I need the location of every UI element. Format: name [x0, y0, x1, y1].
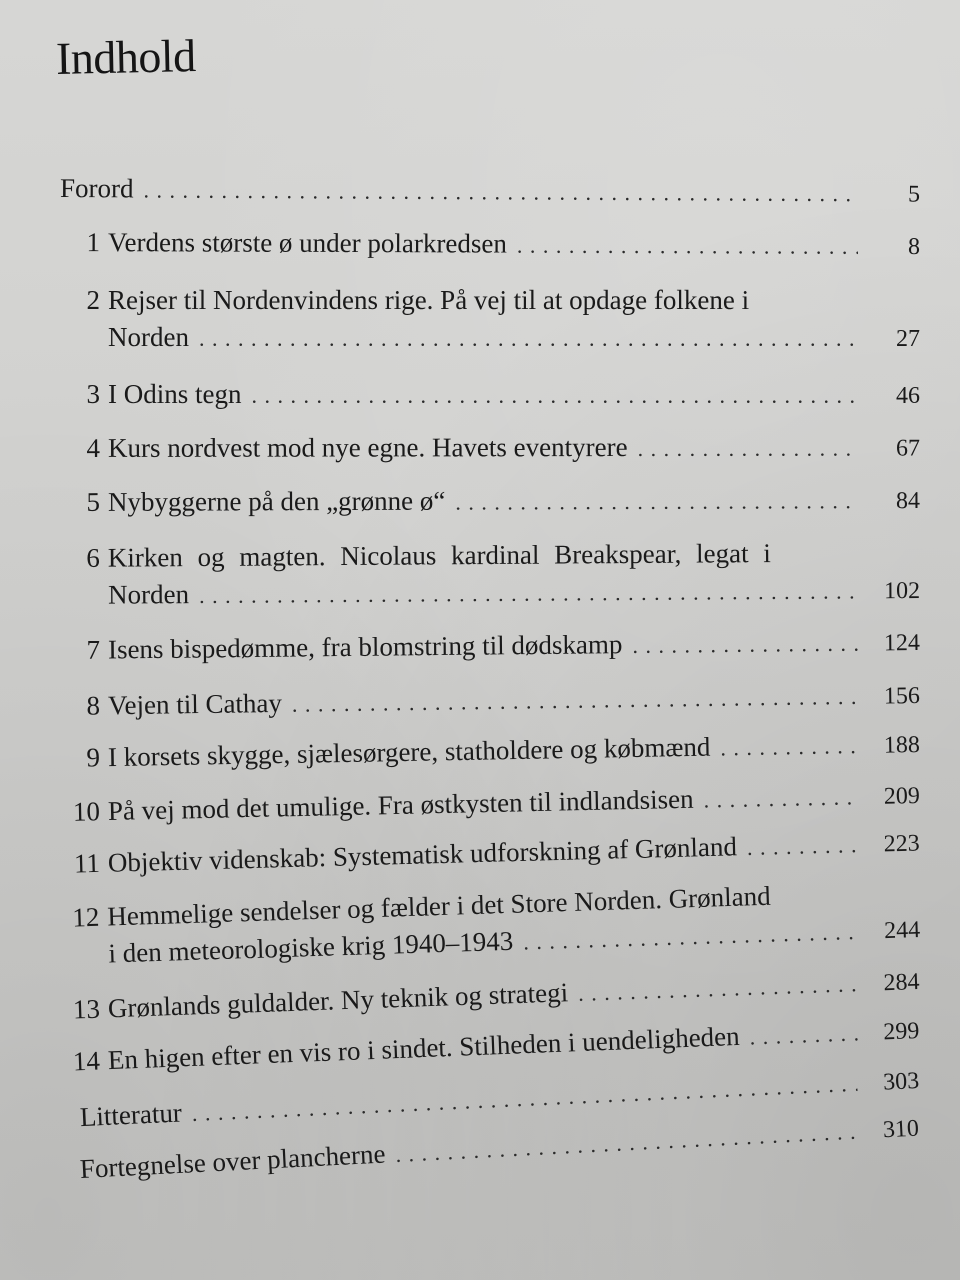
toc-entry-4[interactable]	[60, 428, 920, 469]
toc-entry-10[interactable]	[60, 776, 921, 833]
toc-entry-number: 9	[86, 742, 101, 773]
toc-entry-title-line-1: Rejser til Nordenvindens rige. På vej til at opdage folkene i	[108, 285, 750, 315]
dot-leader	[292, 678, 858, 723]
toc-entry-number: 12	[71, 901, 100, 933]
dot-leader	[746, 826, 858, 866]
toc-entry-title: Litteratur	[79, 1097, 183, 1133]
toc-entry-page: 310	[882, 1115, 920, 1144]
toc-entry-2[interactable]	[60, 282, 920, 358]
toc-entry-5[interactable]	[60, 481, 920, 523]
toc-entry-page: 188	[883, 731, 921, 759]
toc-entry-title: I Odins tegn	[108, 379, 242, 409]
toc-entry-page: 67	[895, 435, 921, 462]
toc-entry-number: 13	[72, 993, 101, 1025]
toc-entry-title: Nybyggerne på den „grønne ø“	[107, 485, 446, 517]
toc-entry-7[interactable]	[60, 623, 920, 671]
toc-entry-page: 156	[883, 682, 921, 710]
dot-leader	[199, 572, 858, 614]
toc-entry-title: På vej mod det umulige. Fra østkysten til indlandsisen	[107, 783, 694, 826]
toc-entry-title-line-2: i den meteorologiske krig 1940–1943	[108, 925, 514, 969]
toc-entry-number: 7	[86, 634, 101, 665]
toc-entry-title-line-1: Kirken og magten. Nicolaus kardinal Breakspear, legat i	[107, 538, 771, 573]
toc-entry-11[interactable]	[59, 823, 920, 884]
toc-entry-3[interactable]	[60, 376, 920, 415]
toc-entry-title: Verdens største ø under polarkredsen	[107, 227, 507, 259]
toc-entry-title-line-2: Norden	[108, 322, 189, 352]
toc-entry-page: 209	[883, 782, 921, 810]
toc-entry-number: 10	[72, 796, 101, 827]
toc-entry-8[interactable]	[60, 676, 920, 727]
toc-entry-page: 223	[883, 830, 921, 858]
toc-entry-number: 8	[86, 690, 101, 721]
toc-entry-number: 6	[86, 542, 100, 573]
toc-entry-page: 244	[883, 916, 921, 945]
toc-entry-6[interactable]	[60, 534, 921, 616]
toc-entry-12[interactable]	[59, 873, 921, 976]
toc-entry-page: 124	[883, 629, 921, 657]
toc-entry-page: 8	[907, 233, 921, 261]
dot-leader	[517, 227, 858, 265]
dot-leader	[455, 482, 858, 520]
toc-entry-number: 1	[86, 227, 101, 258]
dot-leader	[632, 625, 858, 664]
toc-entry-title: Kurs nordvest mod nye egne. Havets eventyrere	[107, 432, 628, 463]
toc-entry-title-line-2: Norden	[108, 579, 190, 610]
toc-entry-title-line-1: Hemmelige sendelser og fælder i det Store Norden. Grønland	[106, 880, 772, 932]
toc-entry-number: 14	[72, 1045, 101, 1077]
dot-leader	[749, 1014, 858, 1055]
dot-leader	[638, 430, 858, 467]
toc-entry-title: En higen efter en vis ro i sindet. Stilheden i uendeligheden	[107, 1020, 741, 1076]
toc-entry-page: 84	[895, 487, 921, 515]
toc-entry-page: 102	[884, 577, 921, 605]
toc-entry-number: 3	[86, 379, 100, 409]
dot-leader	[703, 778, 858, 818]
dot-leader	[577, 965, 858, 1012]
toc-entry-page: 303	[882, 1068, 920, 1096]
toc-entry-title: Grønlands guldalder. Ny teknik og strategi	[107, 977, 569, 1024]
dot-leader	[720, 727, 858, 766]
toc-entry-title: Vejen til Cathay	[107, 687, 283, 721]
toc-entry-page: 46	[896, 383, 920, 409]
toc-entry-number: 2	[86, 285, 100, 315]
toc-entry-title: Fortegnelse over plancherne	[79, 1138, 387, 1184]
toc-entry-page: 299	[882, 1017, 920, 1046]
page-title: Indhold	[55, 30, 197, 84]
toc-entry-number: 4	[86, 432, 101, 463]
toc-entry-title: I korsets skygge, sjælesørgere, statholdere og købmænd	[107, 731, 711, 773]
toc-entry-number: 11	[73, 847, 101, 879]
toc-entry-title: Isens bispedømme, fra blomstring til dødskamp	[107, 629, 623, 665]
toc-entry-title: Forord	[59, 173, 134, 204]
dot-leader	[199, 320, 858, 357]
toc-entry-forord[interactable]	[60, 170, 920, 214]
toc-entry-number: 5	[86, 486, 101, 517]
toc-entry-title: Objektiv videnskab: Systematisk udforskning af Grønland	[107, 831, 738, 878]
toc-entry-page: 27	[896, 326, 920, 352]
toc-entry-page: 5	[907, 181, 921, 208]
dot-leader	[143, 171, 858, 212]
dot-leader	[251, 377, 858, 414]
toc-entry-9[interactable]	[60, 725, 921, 779]
toc-entry-page: 284	[883, 968, 920, 997]
dot-leader	[395, 1113, 858, 1173]
toc-entry-1[interactable]	[60, 224, 920, 266]
